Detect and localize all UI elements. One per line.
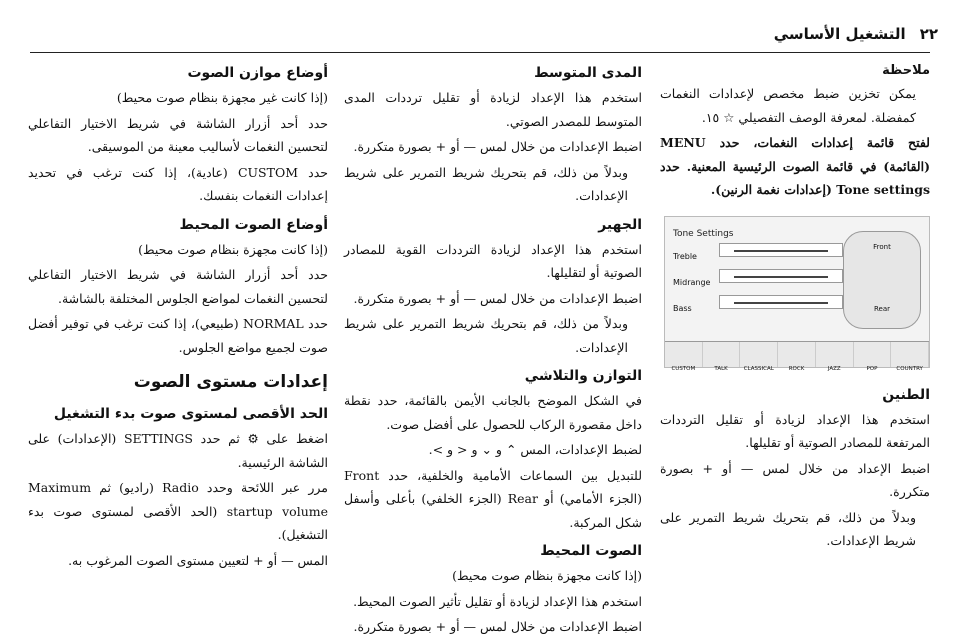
bass-slider-row (673, 293, 843, 315)
balance-heading: التوازن والتلاشي (524, 368, 642, 384)
menu-instructions: لفتح قائمة إعدادات النغمات، حدد MENU (القائمة) في قائمة الصوت الرئيسية المعنية. حدد Tone settings (إعدادات نغمة الرنين). (660, 135, 930, 197)
equalizer-modes-heading: أوضاع موازن الصوت (187, 65, 328, 81)
bass-text: استخدم هذا الإعداد لزيادة الترددات القوية للمصادر الصوتية أو لتقليلها. (344, 241, 642, 280)
max-startup-control: المس — أو + لتعيين مستوى الصوت المرغوب به. (68, 552, 328, 568)
midrange-text: استخدم هذا الإعداد لزيادة أو تقليل ترددات المدى المتوسط للمصدر الصوتي. (344, 90, 642, 129)
treble-alt: وبدلاً من ذلك، قم بتحريك شريط التمرير على شريط الإعدادات. (660, 509, 916, 548)
surround-normal-text: حدد NORMAL (طبيعي)، إذا كنت ترغب في توفير أفضل صوت لجميع مواضع الجلوس. (28, 316, 328, 355)
equalizer-modes-note: (إذا كانت غير مجهزة بنظام صوت محيط) (116, 90, 328, 105)
bass-label: Bass (673, 303, 692, 313)
middle-column (344, 60, 642, 641)
treble-text: استخدم هذا الإعداد لزيادة أو تقليل الترددات المرتفعة للمصادر الصوتية أو تقليلها. (660, 411, 930, 450)
treble-label: Treble (673, 251, 697, 261)
rear-label: Rear (873, 305, 891, 313)
tab-pop[interactable]: POP (854, 342, 892, 367)
max-startup-text: اضغط على ⚙ ثم حدد SETTINGS (الإعدادات) على الشاشة الرئيسية. (28, 431, 328, 470)
surround-note: (إذا كانت مجهزة بنظام صوت محيط) (452, 568, 642, 583)
balance-text: في الشكل الموضح بالجانب الأيمن بالقائمة، حدد نقطة داخل مقصورة الركاب للحصول على أفضل صوت. (344, 393, 642, 432)
equalizer-modes-text: حدد أحد أزرار الشاشة في شريط الاختيار التفاعلي لتحسين النغمات لأساليب معينة من الموسيقى. (28, 115, 328, 154)
bass-control: اضبط الإعدادات من خلال لمس — أو + بصورة متكررة. (353, 290, 642, 306)
treble-slider-row (673, 241, 843, 263)
tab-country[interactable]: COUNTRY (891, 342, 929, 367)
equalizer-custom-text: حدد CUSTOM (عادية)، إذا كنت ترغب في تحديد إعدادات النغمات بنفسك. (28, 164, 329, 203)
surround-text: استخدم هذا الإعداد لزيادة أو تقليل تأثير الصوت المحيط. (353, 593, 642, 609)
treble-slider[interactable] (719, 243, 843, 257)
car-balance-diagram[interactable] (843, 231, 921, 329)
midrange-control: اضبط الإعدادات من خلال لمس — أو + بصورة متكررة. (353, 139, 642, 154)
tab-rock[interactable]: ROCK (778, 342, 816, 367)
chapter-title: التشغيل الأساسي (773, 25, 906, 43)
midrange-alt: وبدلاً من ذلك، قم بتحريك شريط التمرير على شريط الإعدادات. (344, 164, 628, 203)
note-title: ملاحظة (882, 63, 930, 78)
tone-settings-figure (664, 216, 930, 372)
balance-fader-text: للتبديل بين السماعات الأمامية والخلفية، حدد Front (الجزء الأمامي) أو Rear (الجزء الخلفي) بأعلى وأسفل شكل المركبة. (344, 467, 643, 530)
header-divider (30, 52, 930, 53)
midrange-label: Midrange (673, 277, 711, 287)
tab-classical[interactable]: CLASSICAL (740, 342, 778, 367)
tab-talk[interactable]: TALK (703, 342, 741, 367)
max-startup-text-2: مرر عبر اللائحة وحدد Radio (راديو) ثم Maximum startup volume (الحد الأقصى لمستوى صوت بدء التشغيل). (28, 480, 329, 542)
right-column (660, 60, 930, 555)
surround-control: اضبط الإعدادات من خلال لمس — أو + بصورة متكررة. (353, 619, 642, 634)
surround-modes-heading: أوضاع الصوت المحيط (179, 216, 328, 233)
surround-heading: الصوت المحيط (540, 543, 642, 559)
surround-modes-note: (إذا كانت مجهزة بنظام صوت محيط) (138, 241, 328, 257)
page-header (22, 20, 938, 48)
surround-modes-text: حدد أحد أزرار الشاشة في شريط الاختيار التفاعلي لتحسين النغمات لمواضع الجلوس المختلفة بالشاشة. (28, 267, 328, 306)
tab-custom[interactable]: CUSTOM (665, 342, 703, 367)
midrange-heading: المدى المتوسط (534, 65, 642, 81)
figure-title: Tone Settings (673, 228, 734, 239)
treble-control: اضبط الإعداد من خلال لمس — أو + بصورة متكررة. (660, 460, 930, 499)
bass-alt: وبدلاً من ذلك، قم بتحريك شريط التمرير على شريط الإعدادات. (344, 316, 628, 355)
max-startup-heading: الحد الأقصى لمستوى صوت بدء التشغيل (53, 406, 328, 422)
balance-control: لضبط الإعدادات، المس ⌃ و ⌄ و < و >. (428, 442, 642, 457)
midrange-slider[interactable] (719, 269, 843, 283)
tab-jazz[interactable]: JAZZ (816, 342, 854, 367)
note-text: يمكن تخزين ضبط مخصص لإعدادات النغمات كمفضلة. لمعرفة الوصف التفصيلي ☆ ١٥. (660, 86, 916, 125)
midrange-slider-row (673, 267, 843, 289)
left-column (28, 60, 328, 574)
front-label: Front (873, 242, 891, 251)
page-number: ٢٢ (919, 25, 938, 43)
treble-heading: الطنين (882, 386, 930, 403)
volume-settings-heading: إعدادات مستوى الصوت (133, 372, 328, 392)
eq-mode-tabs (665, 341, 929, 372)
bass-slider[interactable] (719, 295, 843, 309)
bass-heading: الجهير (598, 216, 642, 233)
